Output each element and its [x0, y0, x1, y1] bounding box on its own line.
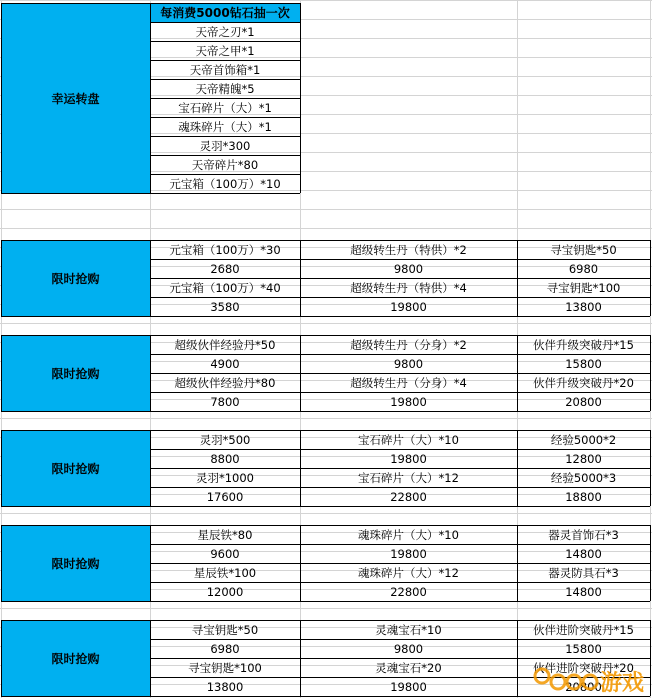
price-cell: 9800 [393, 261, 424, 276]
price-cell: 19800 [390, 299, 427, 314]
wheel-item: 天帝首饰箱*1 [189, 62, 261, 77]
border [300, 3, 301, 193]
item-cell: 经验5000*3 [550, 470, 617, 485]
price-cell: 6980 [568, 261, 599, 276]
border [517, 525, 518, 601]
svg-text:游戏: 游戏 [600, 671, 645, 696]
price-cell: 22800 [390, 584, 427, 599]
gridline-h [0, 209, 652, 210]
wheel-header: 每消费5000钻石抽一次 [150, 3, 300, 22]
gridline-h [0, 418, 652, 419]
border [150, 373, 650, 374]
price-cell: 14800 [565, 546, 602, 561]
border [1, 193, 300, 194]
border [1, 601, 650, 602]
wheel-item: 灵羽*300 [199, 138, 251, 153]
border [150, 174, 300, 175]
border [1, 696, 650, 697]
item-cell: 超级转生丹（特供）*4 [350, 280, 467, 295]
border [1, 316, 650, 317]
item-cell: 器灵首饰石*3 [548, 527, 619, 542]
price-cell: 12000 [206, 584, 244, 599]
gridline-h [0, 323, 652, 324]
price-cell: 19800 [390, 546, 427, 561]
border [517, 620, 518, 696]
item-cell: 元宝箱（100万）*30 [169, 242, 281, 257]
price-cell: 19800 [390, 451, 427, 466]
watermark-logo [530, 654, 648, 696]
price-cell: 19800 [390, 394, 427, 409]
section-label: 限时抢购 [1, 335, 150, 411]
border [150, 278, 650, 279]
watermark-icon [530, 654, 648, 696]
price-cell: 7800 [210, 394, 240, 409]
wheel-item: 天帝之甲*1 [195, 43, 255, 58]
item-cell: 经验5000*2 [550, 432, 617, 447]
price-cell: 9800 [393, 641, 424, 656]
item-cell: 星辰铁*80 [197, 527, 253, 542]
item-cell: 寻宝钥匙*100 [546, 280, 621, 295]
border [1, 240, 650, 241]
item-cell: 寻宝钥匙*50 [550, 242, 617, 257]
border [1, 525, 2, 601]
wheel-item: 宝石碎片（大）*1 [178, 100, 272, 115]
price-cell: 22800 [390, 489, 427, 504]
gridline-h [0, 608, 652, 609]
price-cell: 20800 [565, 394, 602, 409]
border [150, 392, 650, 393]
border [150, 354, 650, 355]
item-cell: 星辰铁*100 [193, 565, 257, 580]
border [300, 525, 301, 601]
price-cell: 9800 [393, 356, 424, 371]
border [650, 525, 651, 601]
item-cell: 伙伴进阶突破丹*20 [533, 660, 634, 675]
price-cell: 15800 [565, 356, 602, 371]
gridline-h [0, 228, 652, 229]
border [1, 620, 2, 696]
price-cell: 14800 [565, 584, 602, 599]
border [300, 620, 301, 696]
wheel-item: 魂珠碎片（大）*1 [178, 119, 272, 134]
wheel-item: 元宝箱（100万）*10 [169, 176, 281, 191]
border [150, 449, 650, 450]
item-cell: 宝石碎片（大）*12 [358, 470, 459, 485]
gridline-h [0, 0, 652, 1]
border [150, 79, 300, 80]
item-cell: 灵魂宝石*10 [375, 622, 442, 637]
border [150, 259, 650, 260]
border [1, 411, 650, 412]
price-cell: 2680 [210, 261, 240, 276]
price-cell: 8800 [210, 451, 240, 466]
border [1, 525, 650, 526]
wheel-item: 天帝之刃*1 [195, 24, 255, 39]
border [300, 430, 301, 506]
item-cell: 超级转生丹（特供）*2 [350, 242, 467, 257]
price-cell: 13800 [565, 299, 602, 314]
border [150, 98, 300, 99]
item-cell: 超级伙伴经验丹*50 [174, 337, 276, 352]
border [150, 468, 650, 469]
price-cell: 15800 [565, 641, 602, 656]
border [517, 240, 518, 316]
price-cell: 17600 [206, 489, 244, 504]
border [517, 430, 518, 506]
border [1, 335, 650, 336]
border [1, 506, 650, 507]
price-cell: 20800 [565, 679, 602, 694]
border [150, 155, 300, 156]
border [1, 3, 2, 193]
border [150, 582, 650, 583]
item-cell: 灵羽*1000 [195, 470, 255, 485]
item-cell: 灵羽*500 [199, 432, 251, 447]
border [150, 544, 650, 545]
border [150, 240, 151, 316]
border [150, 487, 650, 488]
price-cell: 12800 [565, 451, 602, 466]
item-cell: 魂珠碎片（大）*12 [358, 565, 459, 580]
border [1, 620, 650, 621]
price-cell: 3580 [210, 299, 240, 314]
item-cell: 超级伙伴经验丹*80 [174, 375, 276, 390]
border [650, 620, 651, 696]
item-cell: 灵魂宝石*20 [375, 660, 442, 675]
border [1, 240, 2, 316]
border [650, 430, 651, 506]
border [650, 335, 651, 411]
item-cell: 伙伴进阶突破丹*15 [533, 622, 634, 637]
wheel-item: 天帝碎片*80 [191, 157, 259, 172]
price-cell: 4900 [210, 356, 240, 371]
border [150, 335, 151, 411]
section-label: 限时抢购 [1, 620, 150, 696]
item-cell: 寻宝钥匙*50 [191, 622, 259, 637]
border [517, 335, 518, 411]
border [150, 297, 650, 298]
price-cell: 19800 [390, 679, 427, 694]
border [150, 563, 650, 564]
border [150, 525, 151, 601]
price-cell: 18800 [565, 489, 602, 504]
wheel-label: 幸运转盘 [1, 3, 150, 193]
item-cell: 伙伴升级突破丹*15 [533, 337, 634, 352]
wheel-item: 天帝精魄*5 [195, 81, 255, 96]
item-cell: 元宝箱（100万）*40 [169, 280, 281, 295]
section-label: 限时抢购 [1, 240, 150, 316]
border [150, 620, 151, 696]
border [150, 60, 300, 61]
border [1, 335, 2, 411]
item-cell: 寻宝钥匙*100 [188, 660, 262, 675]
border [1, 430, 2, 506]
item-cell: 超级转生丹（分身）*4 [350, 375, 467, 390]
item-cell: 伙伴升级突破丹*20 [533, 375, 634, 390]
border [300, 240, 301, 316]
border [150, 22, 300, 23]
border [150, 41, 300, 42]
gridline-h [0, 513, 652, 514]
item-cell: 魂珠碎片（大）*10 [358, 527, 459, 542]
price-cell: 13800 [206, 679, 244, 694]
border [150, 136, 300, 137]
border [150, 639, 650, 640]
section-label: 限时抢购 [1, 430, 150, 506]
item-cell: 宝石碎片（大）*10 [358, 432, 459, 447]
item-cell: 器灵防具石*3 [548, 565, 619, 580]
border [150, 430, 151, 506]
section-label: 限时抢购 [1, 525, 150, 601]
border [650, 240, 651, 316]
item-cell: 超级转生丹（分身）*2 [350, 337, 467, 352]
price-cell: 9600 [210, 546, 240, 561]
border [300, 335, 301, 411]
price-cell: 6980 [210, 641, 240, 656]
border [150, 117, 300, 118]
border [1, 430, 650, 431]
